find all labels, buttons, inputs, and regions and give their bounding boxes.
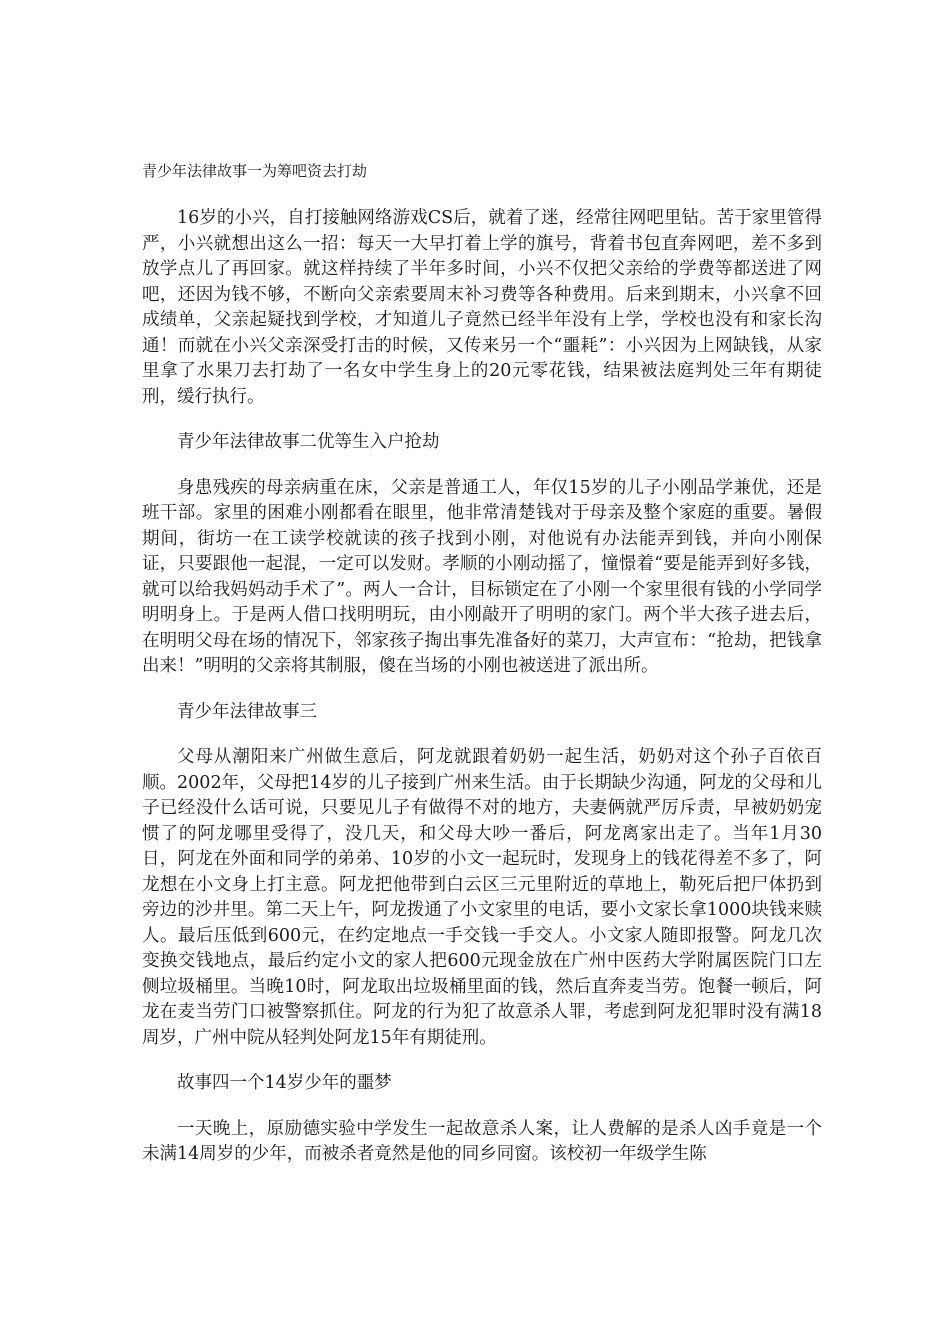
document-title: 青少年法律故事一为筹吧资去打劫 [142, 162, 368, 180]
paragraph-story-1: 16岁的小兴，自打接触网络游戏CS后，就着了迷，经常往网吧里钻。苦于家里管得严，小兴就想出这么一招：每天一大早打着上学的旗号，背着书包直奔网吧，差不多到放学点儿了再回家。就这样持续了半年多时间，小兴不仅把父亲给的学费等都送进了网吧，还因为钱不够，不断向父亲索要周末补习费等各种费用。后来到期末，小兴拿不回成绩单，父亲起疑找到学校，才知道儿子竟然已经半年没有上学，学校也没有和家长沟通！而就在小兴父亲深受打击的时候，又传来另一个“噩耗”：小兴因为上网缺钱，从家里拿了水果刀去打劫了一名女中学生身上的20元零花钱，结果被法庭判处三年有期徒刑，缓行执行。 [142, 208, 822, 407]
document-page [142, 160, 822, 1188]
paragraph-story-2: 身患残疾的母亲病重在床，父亲是普通工人，年仅15岁的儿子小刚品学兼优，还是班干部。家里的困难小刚都看在眼里，他非常清楚钱对于母亲及整个家庭的重要。暑假期间，街坊一在工读学校就读的孩子找到小刚，对他说有办法能弄到钱，并向小刚保证，只要跟他一起混，一定可以发财。孝顺的小刚动摇了，憧憬着“要是能弄到好多钱，就可以给我妈妈动手术了”。两人一合计，目标锁定在了小刚一个家里很有钱的小学同学明明身上。于是两人借口找明明玩，由小刚敲开了明明的家门。两个半大孩子进去后，在明明父母在场的情况下，邻家孩子掏出事先准备好的菜刀，大声宣布：“抢劫，把钱拿出来！”明明的父亲将其制服，傻在当场的小刚也被送进了派出所。 [142, 477, 822, 676]
paragraph-story-3: 父母从潮阳来广州做生意后，阿龙就跟着奶奶一起生活，奶奶对这个孙子百依百顺。2002年，父母把14岁的儿子接到广州来生活。由于长期缺少沟通，阿龙的父母和儿子已经没什么话可说，只要见儿子有做得不对的地方，夫妻俩就严厉斥责，早被奶奶宠惯了的阿龙哪里受得了，没几天，和父母大吵一番后，阿龙离家出走了。当年1月30日，阿龙在外面和同学的弟弟、10岁的小文一起玩时，发现身上的钱花得差不多了，阿龙想在小文身上打主意。阿龙把他带到白云区三元里附近的草地上，勒死后把尸体扔到旁边的沙井里。第二天上午，阿龙拨通了小文家里的电话，要小文家长拿1000块钱来赎人。最后压低到600元，在约定地点一手交钱一手交人。小文家人随即报警。阿龙几次变换交钱地点，最后约定小文的家人把600元现金放在广州中医药大学附属医院门口左侧垃圾桶里。当晚10时，阿龙取出垃圾桶里面的钱，然后直奔麦当劳。饱餐一顿后，阿龙在麦当劳门口被警察抓住。阿龙的行为犯了故意杀人罪，考虑到阿龙犯罪时没有满18周岁，广州中院从轻判处阿龙15年有期徒刑。 [142, 747, 822, 1048]
paragraph-story-4: 一天晚上，原励德实验中学发生一起故意杀人案，让人费解的是杀人凶手竟是一个未满14周岁的少年，而被杀者竟然是他的同乡同窗。该校初一年级学生陈 [142, 1118, 822, 1164]
heading-story-3: 青少年法律故事三 [177, 701, 317, 722]
heading-story-4: 故事四一个14岁少年的噩梦 [177, 1073, 392, 1093]
heading-story-2: 青少年法律故事二优等生入户抢劫 [177, 432, 440, 452]
